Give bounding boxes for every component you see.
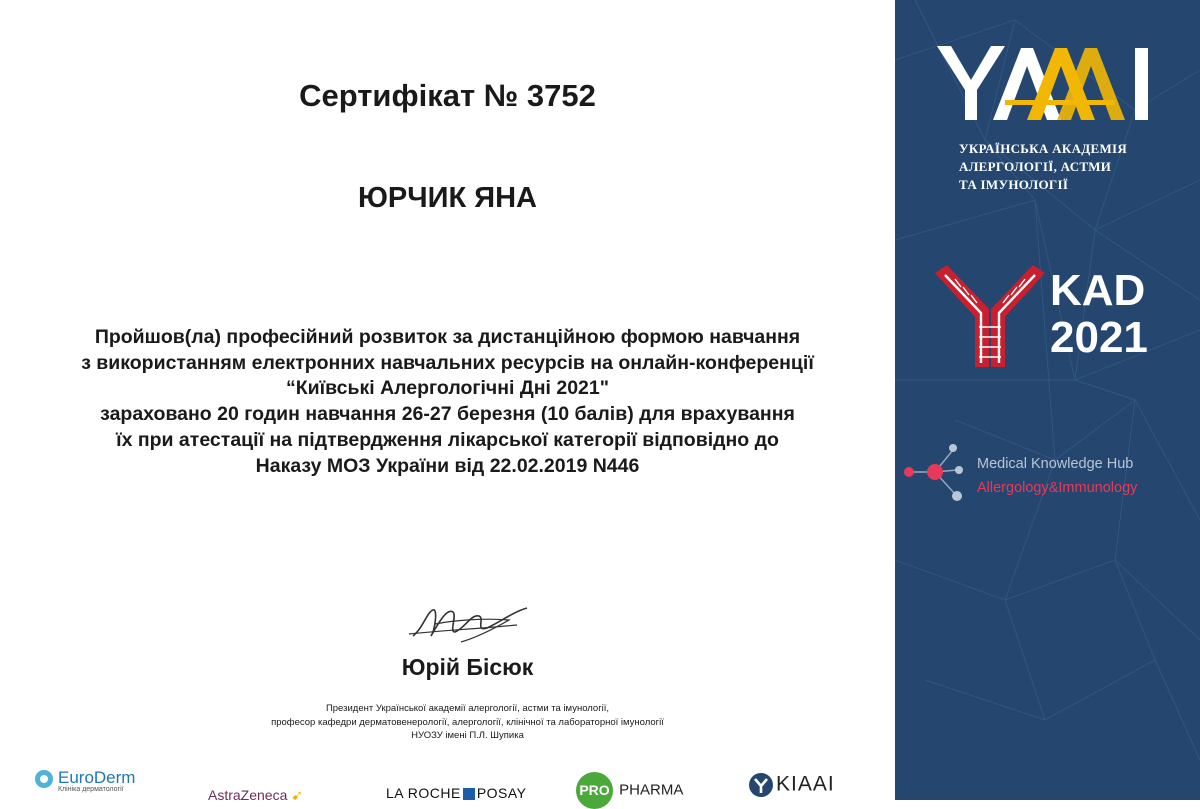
laroche-posay-logo xyxy=(386,785,527,801)
euroderm-logo xyxy=(33,768,135,793)
uaaai-name-line: АЛЕРГОЛОГІЇ, АСТМИ xyxy=(959,159,1112,174)
body-line: Наказу МОЗ України від 22.02.2019 N446 xyxy=(255,454,640,477)
hub-name: Medical Knowledge Hub xyxy=(977,456,1134,472)
kad-title: KAD xyxy=(1050,266,1146,315)
kiaai-text: KIAAI xyxy=(776,772,835,796)
antibody-icon xyxy=(935,265,1045,367)
signer-description-line: професор кафедри дерматовенерології, алергології, клінічної та лабораторної імунології xyxy=(271,716,664,728)
body-line: “Київські Алергологічні Дні 2021" xyxy=(286,377,609,400)
propharma-text: PHARMA xyxy=(619,781,684,799)
hub-subtitle: Allergology&Immunology xyxy=(977,480,1138,496)
certificate-title: Сертифікат № 3752 xyxy=(299,78,596,113)
euroderm-icon xyxy=(33,768,55,790)
body-line: Пройшов(ла) професійний розвиток за дистанційною формою навчання xyxy=(94,326,801,348)
euroderm-subtitle: Клініка дерматології xyxy=(58,786,124,793)
body-line: з використанням електронних навчальних ресурсів на онлайн-конференції xyxy=(81,351,814,374)
signer-description-line: НУОЗУ імені П.Л. Шупика xyxy=(411,730,524,741)
signer-description xyxy=(0,702,935,743)
signature xyxy=(405,598,535,650)
propharma-logo xyxy=(576,772,683,809)
body-line: їх при атестації на підтвердження лікарської категорії відповідно до xyxy=(116,428,779,451)
astrazeneca-icon: ➹ xyxy=(291,787,303,803)
recipient-name: ЮРЧИК ЯНА xyxy=(358,182,537,214)
uaaai-name-line: ТА ІМУНОЛОГІЇ xyxy=(959,177,1069,192)
uaaai-name-line: УКРАЇНСЬКА АКАДЕМІЯ xyxy=(959,141,1128,156)
laroche-text-left: LA ROCHE xyxy=(386,785,461,801)
laroche-text-right: POSAY xyxy=(476,785,527,801)
uaaai-logo xyxy=(935,40,1165,125)
laroche-square-icon xyxy=(463,788,475,800)
signer-description-line: Президент Української академії алергології, астми та імунології, xyxy=(325,703,610,714)
kad-year: 2021 xyxy=(1050,313,1148,362)
medical-hub-icon xyxy=(903,436,973,508)
sidebar-panel xyxy=(895,0,1200,800)
propharma-badge: PRO xyxy=(576,772,613,809)
signer-name: Юрій Бісюк xyxy=(401,654,534,680)
uaaai-name xyxy=(959,140,1189,194)
kiaai-logo xyxy=(748,772,835,798)
body-line: зараховано 20 годин навчання 26-27 березня (10 балів) для врахування xyxy=(100,403,795,426)
astrazeneca-logo xyxy=(208,787,303,804)
kiaai-icon xyxy=(748,772,774,798)
astrazeneca-text: AstraZeneca xyxy=(208,787,288,803)
euroderm-text: EuroDerm xyxy=(58,768,136,787)
certificate-body xyxy=(0,325,895,479)
